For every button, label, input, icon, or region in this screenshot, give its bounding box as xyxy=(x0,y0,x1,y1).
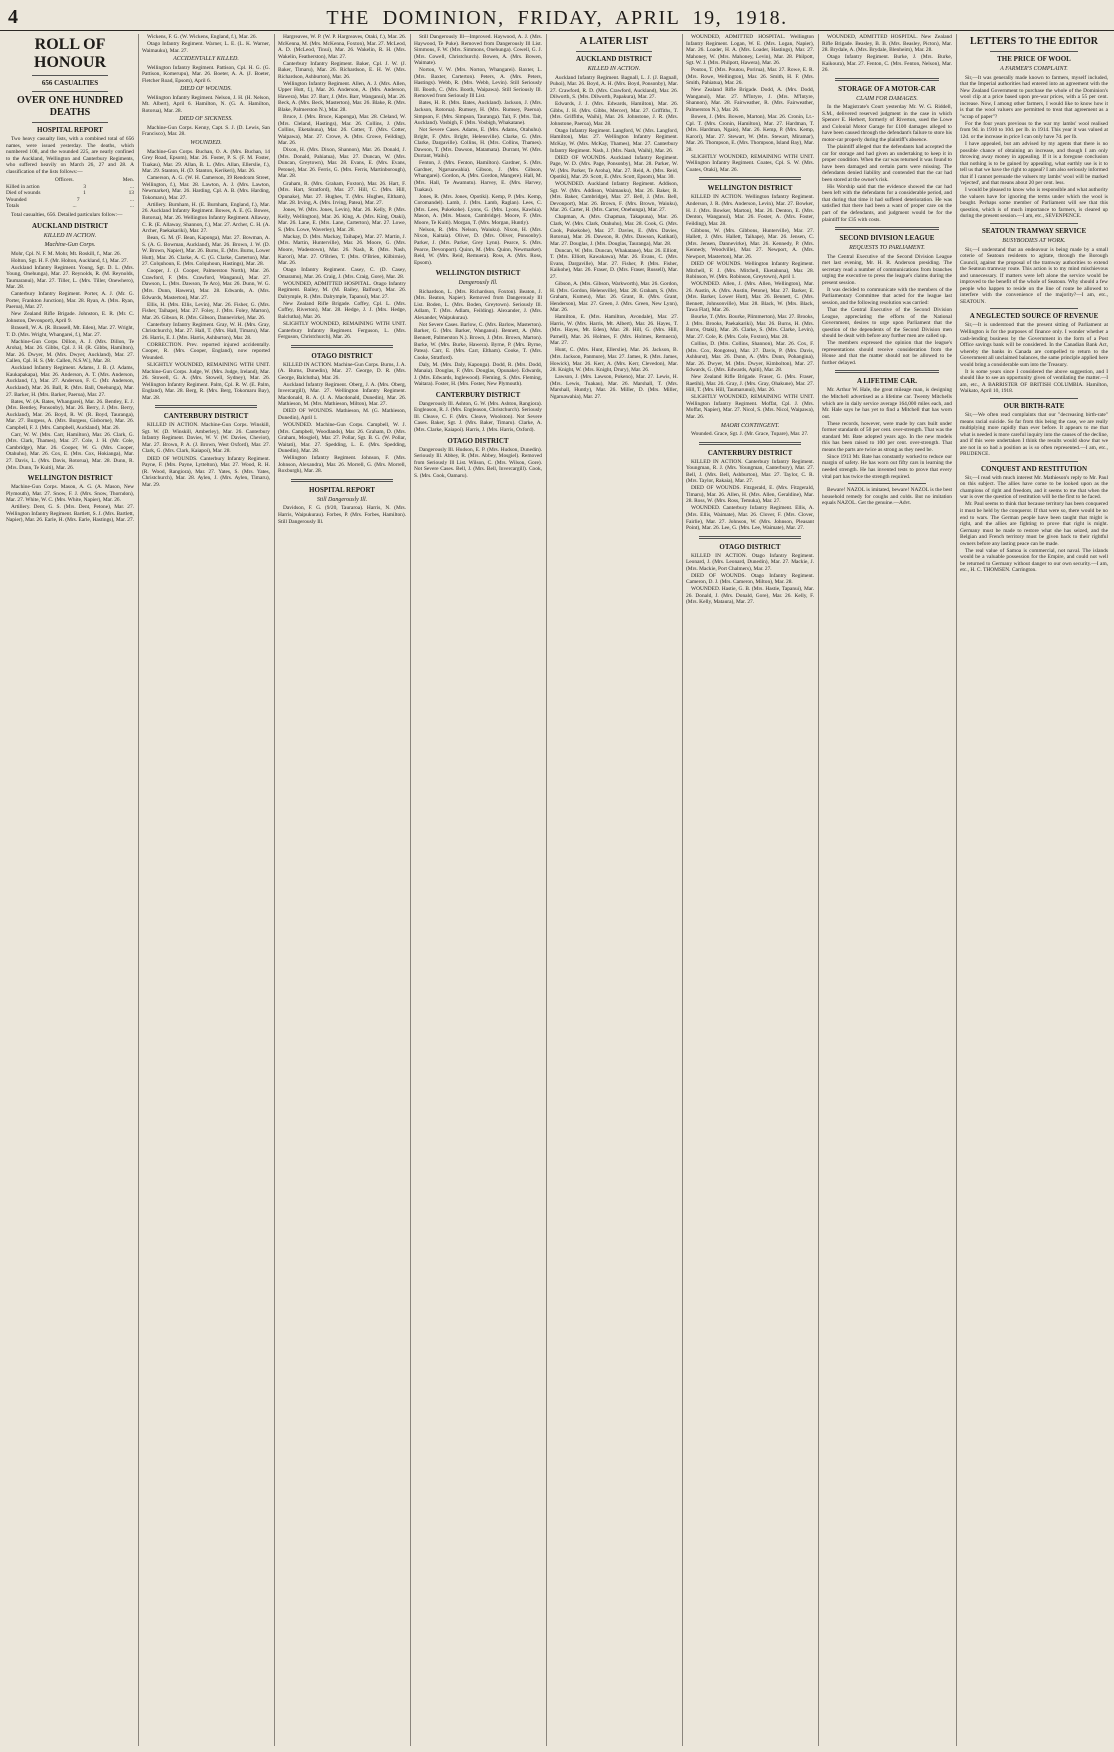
hospital-entry: Jones, R. (Mrs. Jones, Opotiki). Kemp, P. (Mrs. Kemp, Coromandel). Lamb, J. (Mrs. Lamb, Raglan). Lees, C. (Mrs. Lees, Pukekohe). Lyons, G. (Mrs. Lyons, Kawhia). Mason, A. (Mrs. Mason, Cambridge). Moore, F. (Mrs. Moore, Te Kuiti). Morgan, T. (Mrs. Morgan, Huntly). xyxy=(414,193,542,226)
column-3 xyxy=(278,34,406,1746)
letter-paragraph: Sir,—It was generally made known to farmers, myself included, that the Imperial authorities had entered into an agreement with the New Zealand Government to purchase the whole of the Dominion's wool clip at a price based upon pre-war prices, with a 55 per cent. increase. Now, I among other farmers, I would like to know how it is that the wool valuers are permitted to treat that agreement as a "scrap of paper"? xyxy=(960,74,1108,120)
divider xyxy=(835,227,939,230)
hospital-entry: Dangerously Ill. Ashton, G. W. (Mrs. Ashton, Rangiora). Engleason, R. J. (Mrs. Engleason, Christchurch). Seriously Ill. Cleave, C. F. (Mrs. Cleave, Woolston). Not Severe Cases. Baker, Sgt. J. (Mrs. Baker, Timaru). Clarke, A. (Mrs. Clarke, Kaiapoi). Harris, J. (Mrs. Harris, Oxford). xyxy=(414,400,542,434)
casualty-entry: Wounded. Grace, Sgt. J. (Mr. Grace, Tupare), Mar. 27. xyxy=(691,431,809,438)
casualty-entry: WOUNDED. Canterbury Infantry Regiment. Ellis, A. (Mrs. Ellis, Waimate), Mar. 26. Clover, F. (Mrs. Clover, Fairlie), Mar. 27. Johnson, W. (Mrs. Johnson, Pleasant Point), Mar. 26. Lee, G. (Mrs. Lee, Waimate), Mar. 27. xyxy=(686,505,814,532)
casualty-entry: Machine-Gun Corps. Dillon, A. J. (Mrs. Dillon, Te Aroha), Mar. 26. Gibbs, Cpl. J. H. (R. Gibbs, Hamilton), Mar. 26. Dwyer, M. (Mrs. Dwyer, Auckland), Mar. 27. Callen, Cpl. H. S. (Mr. Callen, N.S.W.), Mar. 28. xyxy=(6,338,134,365)
casualty-entry: DIED OF WOUNDS. Wellington Infantry Regiment. Mitchell, F. J. (Mrs. Mitchell, Eketahuna), Mar. 28. Robinson, W. (Mrs. Robinson, Greytown), April 1. xyxy=(686,260,814,281)
casualty-entry: Otago Infantry Regiment. Warner, L. E. (L. K. Warner, Waimauku), Mar. 27. xyxy=(142,41,270,54)
divider xyxy=(576,51,653,52)
article-paragraph: These records, however, were made by cars built under former standards of 50 per cent. over-strength. That was the standard Mr. Bate adopted years ago. In the new models this has been raised to 100 per cent. over-strength. That means the parts are twice as strong as they need be. xyxy=(822,420,952,453)
totals-line: Total casualties, 656. Detailed particulars follow:— xyxy=(11,212,123,219)
casualty-entry: Hargreaves, W. P. (W. P. Hargreaves, Otaki, f.), Mar. 26. McKenna, M. (Mrs. McKenna, Foxton), Mar. 27. McLeod, A. D. (McLeod, Tinui), Mar. 26. Wakelin, R. H. (Mrs. Wakelin, Featherston), Mar. 27. xyxy=(278,34,406,60)
casualty-entry: Ellis, H. (Mrs. Ellis, Levin), Mar. 26. Fisher, G. (Mrs. Fisher, Taihape), Mar. 27. Foley, J. (Mrs. Foley, Marton), Mar. 26. Gibson, R. (Mrs. Gibson, Dannevirke), Mar. 26. xyxy=(142,301,270,321)
column-4 xyxy=(414,34,542,1746)
casualty-entry: Wellington Infantry Regiment. Pattison, Cpl. H. G. (G. Pattison, Komerupu), Mar. 26. Boeter, A. A. (J. Boeter, Fletcher Road, Epsom), April 6. xyxy=(142,64,270,84)
casualty-entry: Gibson, A. (Mrs. Gibson, Warkworth), Mar. 26. Gordon, H. (Mrs. Gordon, Helensville), Mar. 28. Graham, S. (Mrs. Graham, Kumeu), Mar. 26. Grant, R. (Mrs. Grant, Henderson), Mar. 27. Green, J. (Mrs. Green, New Lynn), Mar. 26. xyxy=(550,280,678,314)
column-rule xyxy=(818,34,819,1746)
masthead xyxy=(0,4,1114,31)
summary-row: Wounded 7 ... xyxy=(6,196,134,203)
casualty-entry: KILLED IN ACTION. Machine-Gun Corps. Burns, J. A. (A. Burns, Dunedin), Mar. 27. George, D. R. (Mrs. George, Balclutha), Mar. 26. xyxy=(278,361,406,381)
divider xyxy=(699,442,801,445)
divider xyxy=(291,345,393,348)
casualty-entry: Wellington Infantry Regiment. Johnson, F. (Mrs. Johnson, Alexandra), Mar. 26. Morrell, G. (Mrs. Morrell, Roxburgh), Mar. 28. xyxy=(278,455,406,475)
article-headline: A LIFETIME CAR. xyxy=(856,377,918,386)
letter-paragraph: For the four years previous to the war my lambs' wool realised from 9d. in 1910 to 10d. per lb. in 1914. This year it was valued at 12d. or the increase in price I can only have 7d. per lb. xyxy=(960,120,1108,140)
casualty-entry: DIED OF WOUNDS. Fitzgerald, E. (Mrs. Fitzgerald, Timaru), Mar. 26. Allen, H. (Mrs. Allen, Geraldine), Mar. 28. Ross, W. (Mrs. Ross, Temuka), Mar. 27. xyxy=(686,485,814,505)
casualty-entry: Bruce, J. (Mrs. Bruce, Kaponga), Mar. 28. Cleland, W. (Mrs. Cleland, Hastings), Mar. 26. Collins, J. (Mrs. Collins, Eketahuna), Mar. 26. Cotter, T. (Mrs. Cotter, Waipawa), Mar. 27. Crowe, A. (Mrs. Crowe, Feilding), Mar. 26. xyxy=(278,114,406,147)
section-subheading: Machine-Gun Corps. xyxy=(44,242,96,249)
letter-headline: CONQUEST AND RESTITUTION xyxy=(980,464,1088,473)
casualty-entry: Otago Infantry Regiment. Langford, W. (Mrs. Langford, Hamilton), Mar. 27. Wellington Infantry Regiment. McKay, W. (Mrs. McKay, Thames), Mar. 27. Canterbury Infantry Regiment. Nash, J. (Mrs. Nash, Waihi), Mar. 26. xyxy=(550,127,678,154)
casualty-entry: Mackay, D. (Mrs. Mackay, Taihape), Mar. 27. Martin, J. (Mrs. Martin, Hunterville), Mar. 26. Moore, G. (Mrs. Moore, Wadestown), Mar. 26. Nash, R. (Mrs. Nash, Karori), Mar. 27. O'Brien, T. (Mrs. O'Brien, Kilbirnie), Mar. 26. xyxy=(278,233,406,267)
casualty-entry: Bean, G. M. (F. Bean, Kaponga), Mar. 27. Bowman, A. S. (A. G. Bowman, Auckland), Mar. 26. Brown, J. W. (D. W. Brown, Napier), Mar. 26. Burns, E. (Mrs. Burns, Lower Hutt), Mar. 26. Clarke, A. C. (G. Clarke, Carterton), Mar. 27. Colquhoun, E. (Mrs. Colquhoun, Hastings), Mar. 28. xyxy=(142,235,270,268)
divider xyxy=(835,370,939,373)
casualty-entry: New Zealand Rifle Brigade. Coffey, Cpl. L. (Mrs. Coffey, Riverton), Mar. 28. Hedge, J. J. (Mrs. Hedge, Balclutha), Mar. 26. xyxy=(278,300,406,320)
letter-paragraph: Mr. Paul seems to think that because territory has been conquered it must be held by the conqueror. If that were so, there would be no end to wars. The German people have been taught that might is right, and the allies are fighting to prove that right is might. Germany must be made to restore what she has seized, and the Belgian and French territory must be given back to their rightful owners before any lasting peace can be made. xyxy=(960,501,1108,547)
casualty-entry: Auckland Infantry Regiment. Oberg, J. A. (Mrs. Oberg, Invercargill), Mar. 27. Wellington Infantry Regiment. Macdonald, R. A. (J. A. Macdonald, Dunedin), Mar. 26. Mathieson, M. (Mrs. Mathieson, Milton), Mar. 27. xyxy=(278,381,406,408)
divider xyxy=(990,51,1079,52)
divider xyxy=(990,223,1079,224)
casualty-entry: WOUNDED, ADMITTED HOSPITAL. Otago Infantry Regiment. Bailey, M. (M. Bailey, Balfour), Mar. 26. Dalrymple, R. (Mrs. Dalrymple, Tapanui), Mar. 27. xyxy=(278,280,406,300)
article-paragraph: That the Central Executive of the Second Division League, appreciating the efforts of the National Government, desires to urge upon Parliament that the question of the dependents of the Second Division men should be dealt with before any further men are called up. xyxy=(822,307,952,340)
casualty-entry: WOUNDED. Auckland Infantry Regiment. Addison, Sgt. W. (Mrs. Addison, Waimauku), Mar. 26. Baker, R. (Mrs. Baker, Cambridge), Mar. 27. Bell, J. (Mrs. Bell, Devonport), Mar. 26. Brown, F. (Mrs. Brown, Waiuku), Mar. 26. Carter, H. (Mrs. Carter, Onehunga), Mar. 27. xyxy=(550,181,678,214)
casualty-entry: WOUNDED. Machine-Gun Corps. Campbell, W. J. (Mrs. Campbell, Woodlands), Mar. 26. Graham, D. (Mrs. Graham, Mosgiel), Mar. 27. Pollar, Sgt. B. G. (W. Pollar, Waitati), Mar. 27. Spedding, L. E. (Mrs. Spedding, Dunedin), Mar. 28. xyxy=(278,422,406,455)
divider xyxy=(990,398,1079,399)
hospital-entry: Daly, M. (Mrs. Daly, Kaponga). Dodd, R. (Mrs. Dodd, Manaia). Douglas, F. (Mrs. Douglas, Opunake). Edwards, J. (Mrs. Edwards, Inglewood). Fleming, S. (Mrs. Fleming, Waitara). Foster, H. (Mrs. Foster, New Plymouth). xyxy=(414,361,542,388)
summary-row: Totals ... ... xyxy=(6,203,134,210)
casualty-entry: CORRECTION. Prev. reported injured accidentally. Cooper, R. (Mrs. Cooper, England), now reported Wounded. xyxy=(142,341,270,361)
article-paragraph: In the Magistrate's Court yesterday Mr. W. G. Riddell, S.M., delivered reserved judgment in the case in which Spencer E. Herbert, formerly of Riverton, sued the Lowe and Colonial Motor Garage for £100 damages alleged to have been caused through the defendant's failure to store his motor-car properly during the plaintiff's absence. xyxy=(822,104,952,144)
hospital-report-heading: HOSPITAL REPORT xyxy=(309,485,375,494)
section-subheading: Still Dangerously Ill. xyxy=(316,496,368,503)
column-rule xyxy=(682,34,683,1746)
casualty-entry: Carr, W. W. (Mrs. Carr, Hamilton), Mar. 26. Clark, G. (Mrs. Clark, Thames), Mar. 27. Cole, J. H. (Mr. Cole, Cambridge), Mar. 26. Cooper, W. G. (Mrs. Cooper, Otahuhu), Mar. 26. Cox, E. (Mrs. Cox, Hokianga), Mar. 27. Davis, L. (Mrs. Davis, Rotorua), Mar. 28. Dunn, R. (Mrs. Dunn, Te Kuiti), Mar. 26. xyxy=(6,431,134,471)
letter-subheading: A FARMER'S COMPLAINT. xyxy=(1000,66,1068,72)
casualty-entry: Canterbury Infantry Regiment. Porter, A. J. (Mr. G. Porter, Frankton Junction), Mar. 28. Ryan, A. (Mrs. Ryan, Paeroa), Mar. 27. xyxy=(6,291,134,311)
article-headline: STORAGE OF A MOTOR-CAR xyxy=(838,84,936,93)
letter-paragraph: Sir,—It is understood that the present sitting of Parliament at Wellington is for the purposes of finance only. I wonder whether a cash-lending business by the Government in the form of a Post Office savings bank will be considered. In the Canadian Bank Act, whereby the banks in Canada are compelled to return to the Government all unclaimed balances, the same principle applied here would bring a considerable sum into the Treasury. xyxy=(960,322,1108,368)
article-subheading: CLAIM FOR DAMAGES. xyxy=(856,95,918,102)
casualty-entry: Collins, D. (Mrs. Collins, Shannon), Mar. 26. Cox, F. (Mrs. Cox, Rongotea), Mar. 27. Davis, P. (Mrs. Davis, Ashhurst), Mar. 26. Dunn, A. (Mrs. Dunn, Pohangina), Mar. 26. Dwyer, M. (Mrs. Dwyer, Kimbolton), Mar. 27. Edwards, G. (Mrs. Edwards, Apiti), Mar. 28. xyxy=(686,341,814,374)
casualty-entry: Auckland Infantry Regiment. Young, Sgt. D. L. (Mrs. Young, Onehunga), Mar. 27. Reynolds, R. (M. Reynolds, Taumaranui), Mar. 27. Tiller, L. (Mrs. Tiller, Onewhero), Mar. 28. xyxy=(6,264,134,291)
casualty-entry: KILLED IN ACTION. Wellington Infantry Regiment. Anderson, J. R. (Mrs. Anderson, Levin), Mar. 27. Bowker, H. J. (Mrs. Bowker, Marton), Mar. 26. Denton, E. (Mrs. Denton, Wanganui), Mar. 26. Foster, A. (Mrs. Foster, Feilding), Mar. 28. xyxy=(686,194,814,227)
hospital-entry: Davidson, F. G. (9/20, Tauraroa). Harris, N. (Mrs. Harris, Waipukurau). Forbes, P. (Mrs. Forbes, Hamilton). Still Dangerously Ill. xyxy=(278,505,406,525)
casualty-entry: Machine-Gun Corps. Mason, A. G. (A. Mason, New Plymouth), Mar. 27. Snow, F. J. (Mrs. Snow, Thorndon), Mar. 27. White, W. C. (Mrs. White, Napier), Mar. 26. xyxy=(6,484,134,504)
divider xyxy=(990,461,1079,462)
newspaper-title: THE DOMINION, FRIDAY, APRIL 19, 1918. xyxy=(326,7,788,29)
casualty-entry: Bates, W. (A. Bates, Whangarei), Mar. 26. Bentley, E. J. (Mrs. Bentley, Ponsonby), Mar. 26. Berry, J. (Mrs. Berry, Auckland), Mar. 26. Boyd, R. W. (R. Boyd, Tauranga), Mar. 27. Burgess, A. (Mrs. Burgess, Gisborne), Mar. 26. Campbell, F. J. (Mrs. Campbell, Auckland), Mar. 26. xyxy=(6,398,134,431)
advertisement-text: Beware! NAZOL is imitated, beware! NAZOL is the best household remedy for coughs and colds. But no imitation equals NAZOL. Get the genuine.—Advt. xyxy=(822,487,952,507)
casualty-entry: Artillery. Dent, G. S. (Mrs. Dent, Petone), Mar. 27. Wellington Infantry Regiment. Bartlett, S. J. (Mrs. Bartlett, Napier), Mar. 26. Earle, H. (Mrs. Earle, Hastings), Mar. 27. xyxy=(6,504,134,524)
casualty-entry: Gibbons, W. (Mrs. Gibbons, Hunterville), Mar. 27. Hallett, J. (Mrs. Hallett, Taihape), Mar. 26. Jensen, C. (Mrs. Jensen, Dannevirke), Mar. 26. Kennedy, P. (Mrs. Kennedy, Woodville), Mar. 27. Newport, A. (Mrs. Newport, Masterton), Mar. 26. xyxy=(686,227,814,260)
hospital-entry: Fenton, J. (Mrs. Fenton, Hamilton). Gardner, S. (Mrs. Gardner, Ngaruawahia). Gibson, J. (Mrs. Gibson, Whangarei). Gordon, A. (Mrs. Gordon, Mangere). Hall, M. (Mrs. Hall, Te Awamutu). Harvey, E. (Mrs. Harvey, Tuakau). xyxy=(414,160,542,193)
casualty-entry: Cooper, J. (J. Cooper, Palmerston North), Mar. 26. Crawford, F. (Mrs. Crawford, Wanganui), Mar. 27. Dawson, L. (Mrs. Dawson, Te Aro), Mar. 26. Dunn, W. G. (Mrs. Dunn, Hawera), Mar. 28. Edwards, A. (Mrs. Edwards, Masterton), Mar. 27. xyxy=(142,268,270,301)
summary-header-row: Officers. Men. xyxy=(54,177,134,184)
letter-paragraph: It is some years since I considered the above suggestion, and I should like to see an opportunity given of ventilating the matter.—I am, etc., A BARRISTER OF BRITISH COLUMBIA. Hamilton, Waikato, April 10, 1918. xyxy=(960,368,1108,395)
district-heading: AUCKLAND DISTRICT xyxy=(575,55,653,63)
casualty-entry: DIED OF WOUNDS. Otago Infantry Regiment. Cameron, D. J. (Mrs. Cameron, Milton), Mar. 28. xyxy=(686,572,814,586)
casualty-entry: Poutou, T. (Mrs. Poutou, Porirua), Mar. 27. Rowe, E. R. (Mrs. Rowe, Wellington), Mar. 26. Smith, H. F. (Mrs. Smith, Pahiatua), Mar. 26. xyxy=(686,67,814,87)
casualty-entry: Bowen, J. (Mrs. Bowen, Marton), Mar. 26. Cronin, Lt.-Cpl. T. (Mrs. Cronin, Hamilton), Mar. 27. Hardman, T. (Mrs. Hardman, Ngaio), Mar. 26. Kemp, P. (Mrs. Kemp, Karori), Mar. 27. Stewart, W. (Mrs. Stewart, Miramar), Mar. 26. Thompson, E. (Mrs. Thompson, Island Bay), Mar. 28. xyxy=(686,114,814,153)
casualty-entry: New Zealand Rifle Brigade. Fraser, G. (Mrs. Fraser, Raetihi), Mar. 26. Gray, J. (Mrs. Gray, Ohakune), Mar. 27. Hill, T. (Mrs. Hill, Taumarunui), Mar. 26. xyxy=(686,374,814,394)
casualty-summary-table xyxy=(6,177,134,210)
casualty-entry: New Zealand Rifle Brigade. Johnston, E. R. (Mr. C. Johnston, Devonport), April 9. xyxy=(6,311,134,325)
casualty-entry: New Zealand Rifle Brigade. Dodd, A. (Mrs. Dodd, Wanganui), Mar. 27. M'Intyre, J. (Mrs. M'Intyre, Shannon), Mar. 28. Fairweather, R. (Mrs. Fairweather, Palmerston N.), Mar. 26. xyxy=(686,87,814,114)
divider xyxy=(32,122,109,123)
casualty-entry: Wickens, F. G. (W. Wickens, England, f.), Mar. 26. xyxy=(147,34,257,40)
hospital-entry: Dangerously Ill. Hudson, E. P. (Mrs. Hudson, Dunedin). Seriously Ill. Abbey, R. (Mrs. Abbey, Mosgiel). Removed from Seriously Ill List. Wilson, C. (Mrs. Wilson, Gore). Not Severe Cases. Bell, J. (Mrs. Bell, Invercargill). Cook, S. (Mrs. Cook, Oamaru). xyxy=(414,446,542,479)
casualty-entry: Brassell, W. A. (R. Brassell, Mt. Eden), Mar. 27. Wright, T. D. (Mrs. Wright, Whangarei, f.), Mar. 27. xyxy=(6,325,134,338)
column-1 xyxy=(6,34,134,1746)
casualty-entry: Auckland Infantry Regiment. Bagnall, L. J. (J. Bagnall, Puhoi), Mar. 26. Boyd, A. H. (Mrs. Boyd, Ponsonby), Mar. 27. Crawford, R. D. (Mrs. Crawford, Auckland), Mar. 26. Dilworth, S. (Mrs. Dilworth, Papakura), Mar. 27. xyxy=(550,74,678,101)
district-heading: WELLINGTON DISTRICT xyxy=(707,184,793,193)
letter-paragraph: Sir,—We often read complaints that our "decreasing birth-rate" means racial suicide. So far from this being the case, we are really multiplying more rapidly than ever before. It appears to me that what is needed is more careful inquiry into the causes of the decline, and if this were undertaken I think the results would show that we are not in so bad a position as is so often represented.—I am, etc., PRUDENCE. xyxy=(960,411,1108,458)
casualty-entry: Lawson, J. (Mrs. Lawson, Pokeno), Mar. 27. Lewis, H. (Mrs. Lewis, Tuakau), Mar. 26. Marshall, T. (Mrs. Marshall, Huntly), Mar. 26. Miller, D. (Mrs. Miller, Ngaruawahia), Mar. 27. xyxy=(550,374,678,400)
casualties-subheading: 656 CASUALTIES xyxy=(41,79,99,87)
casualty-entry: DIED OF WOUNDS. Mathieson, M. (G. Mathieson, Dunedin), April 1. xyxy=(278,408,406,422)
district-heading: WELLINGTON DISTRICT xyxy=(435,269,521,278)
letter-headline: SEATOUN TRAMWAY SERVICE xyxy=(981,227,1087,236)
divider xyxy=(699,536,801,539)
casualty-entry: Artillery. Burnham, H. (E. Burnham, England, f.), Mar. 26. Auckland Infantry Regiment. Bowes, A. E. (G. Bowes, Rotorua), Mar. 26. Wellington Infantry Regiment. Allaway, C. R. (E. Allaway, Shannon, f.), Mar. 27. Archer, C. H. (A. Archer, Paekakariki), Mar. 27. xyxy=(142,201,270,235)
column-rule xyxy=(546,34,547,1746)
district-heading: CANTERBURY DISTRICT xyxy=(435,390,521,399)
casualty-entry: WOUNDED. Allen, J. (Mrs. Allen, Wellington), Mar. 26. Austin, A. (Mrs. Austin, Petone), Mar. 27. Barker, E. (Mrs. Barker, Lower Hutt), Mar. 26. Bennett, C. (Mrs. Bennett, Johnsonville), Mar. 28. Black, W. (Mrs. Black, Tawa Flat), Mar. 26. xyxy=(686,281,814,314)
casualty-entry: Wellington Infantry Regiment. Allen, A. J. (Mrs. Allen, Upper Hutt, f.), Mar. 26. Anderson, A. (Mrs. Anderson, Hawera), Mar. 27. Barr, J. (Mrs. Barr, Wanganui), Mar. 26. Beck, A. (Mrs. Beck, Masterton), Mar. 26. Blake, R. (Mrs. Blake, Palmerston N.), Mar. 28. xyxy=(278,80,406,114)
casualty-entry: Canterbury Infantry Regiment. Gray, W. H. (Mrs. Gray, Christchurch), Mar. 27. Hall, T. (Mrs. Hall, Timaru), Mar. 26. Harris, E. J. (Mrs. Harris, Ashburton), Mar. 28. xyxy=(142,321,270,341)
divider xyxy=(155,405,257,408)
article-paragraph: Mr. Arthur W. Hale, the great mileage man, is designing the Mitchell advertised as a lifetime car. Twenty Mitchells which are in daily service average 164,000 miles each, and Mr. Hale says he has yet to find a Mitchell that has worn out. xyxy=(822,387,952,420)
article-paragraph: His Worship said that the evidence showed the car had been left with the defendants for a considerable period, and that during that time it had suffered deterioration. He was satisfied that there had been a want of proper care on the part of the defendants, and judgment would be for the plaintiff for £35 with costs. xyxy=(822,183,952,223)
divider xyxy=(990,308,1079,309)
section-subheading: KILLED IN ACTION. xyxy=(43,232,97,239)
divider xyxy=(32,91,109,92)
column-rule xyxy=(274,34,275,1746)
casualty-entry: KILLED IN ACTION. Otago Infantry Regiment. Leonard, J. (Mrs. Leonard, Dunedin), Mar. 27. Mackie, J. (Mrs. Mackie, Port Chalmers), Mar. 27. xyxy=(686,552,814,572)
letter-headline: OUR BIRTH-RATE xyxy=(1003,401,1065,410)
article-headline: SECOND DIVISION LEAGUE xyxy=(839,234,935,243)
casualty-entry: Holton, Sgt. H. F. (Mr. Holton, Auckland, f.), Mar. 27. xyxy=(11,257,128,264)
casualty-entry: Hamilton, E. (Mrs. Hamilton, Avondale), Mar. 27. Harris, W. (Mrs. Harris, Mt. Albert), Mar. 26. Hayes, T. (Mrs. Hayes, Mt. Eden), Mar. 28. Hill, G. (Mrs. Hill, Parnell), Mar. 26. Holmes, F. (Mrs. Holmes, Remuera), Mar. 27. xyxy=(550,314,678,347)
casualty-entry: WOUNDED, ADMITTED HOSPITAL. New Zealand Rifle Brigade. Beasley, B. B. (Mrs. Beasley, Picton), Mar. 28. Brydale, A. (Mrs. Brydale, Blenheim), Mar. 28. xyxy=(822,34,952,54)
section-subheading: Dangerously Ill. xyxy=(458,280,498,287)
letter-headline: THE PRICE OF WOOL xyxy=(997,55,1071,63)
casualty-entry: Auckland Infantry Regiment. Adams, J. B. (J. Adams, Kaukapakapa), Mar. 26. Anderson, A. T. (Mrs. Anderson, Auckland, f.), Mar. 27. Anderson, F. C. (Mr. Anderson, Auckland), Mar. 26. Ball, R. (Mrs. Ball, Onehunga), Mar. 27. Barker, H. (Mrs. Barker, Paeroa), Mar. 27. xyxy=(6,365,134,398)
casualty-entry: Otago Infantry Regiment. Burke, J. (Mrs. Burke, Kaikoura), Mar. 27. Fenton, C. (Mrs. Fenton, Nelson), Mar. 26. xyxy=(822,54,952,74)
intro-paragraph: Two heavy casualty lists, with a combined total of 656 names, were issued yesterday. The deaths, which numbered 108, and the wounded 225, are nearly confined to the Auckland, Wellington and Canterbury Regiments, who suffered heavily on March 26, 27 and 28. A classification of the lists follows:— xyxy=(6,136,134,175)
letter-paragraph: Sir,—I understand that an endeavour is being made by a small coterie of Seatoun residents to agitate, through the Borough Council, against the proposal of the tramway authorities to extend the Seatoun tramway route. This action is to my mind mischievous and unnecessary. If matters were left alone the service would be improved to the benefit of the whole of Seatoun. Why should a few people who happen to reside on the line of route be allowed to interfere with the convenience of the majority?—I am, etc., SEATOUN. xyxy=(960,246,1108,305)
casualty-entry: Machine-Gun Corps. Kenny, Capt. S. J. (D. Lewis, San Francisco), Mar. 28. xyxy=(142,124,270,138)
deaths-heading: OVER ONE HUNDRED DEATHS xyxy=(16,95,124,118)
article-paragraph: Since 1913 Mr. Bate has constantly worked to reduce our margin of safety. He has worn out fifty cars in learning the needed strength. He has invented tests to prove that every vital part has twice the strength required. xyxy=(822,453,952,480)
casualty-entry: Hunt, C. (Mrs. Hunt, Ellerslie), Mar. 26. Jackson, B. (Mrs. Jackson, Panmure), Mar. 27. James, R. (Mrs. James, Howick), Mar. 26. Kerr, A. (Mrs. Kerr, Clevedon), Mar. 28. Knight, W. (Mrs. Knight, Drury), Mar. 26. xyxy=(550,347,678,374)
column-5 xyxy=(550,34,678,1746)
section-subheading: WOUNDED. xyxy=(190,140,222,147)
letter-subheading: BUSYBODIES AT WORK. xyxy=(1002,238,1066,245)
divider xyxy=(835,78,939,81)
section-subheading: DIED OF SICKNESS. xyxy=(179,116,233,123)
casualty-entry: Dixon, H. (Mrs. Dixon, Shannon), Mar. 26. Donald, J. (Mrs. Donald, Pahiatua), Mar. 27. Duncan, W. (Mrs. Duncan, Greytown), Mar. 28. Evans, E. (Mrs. Evans, Petone), Mar. 26. Ferris, G. (Mrs. Ferris, Martinborough), Mar. 28. xyxy=(278,147,406,180)
casualty-entry: KILLED IN ACTION. Machine-Gun Corps. Winskill, Sgt. W. (D. Winskill, Amberley), Mar. 26. Canterbury Infantry Regiment. Davies, W. V. (W. Davies, Cheviot), Mar. 27. Brown, P. A. (J. Brown, West Oxford), Mar. 27. Clark, G. (Mrs. Clark, Kaiapoi), Mar. 28. xyxy=(142,422,270,455)
section-subheading: KILLED IN ACTION. xyxy=(587,66,641,72)
column-2 xyxy=(142,34,270,1746)
section-subheading: MAORI CONTINGENT. xyxy=(720,422,780,429)
district-heading: WELLINGTON DISTRICT xyxy=(27,474,113,483)
hospital-entry: Norton, V. W. (Mrs. Norton, Whangarei). Baxter, L. (Mrs. Baxter, Carterton). Peters, A. (Mrs. Peters, Hastings). Webb, R. (Mrs. Webb, Levin). Still Seriously Ill. Booth, C. (Mrs. Booth, Waipawa). Still Seriously Ill. Removed from Seriously Ill List. xyxy=(414,67,542,100)
hospital-entry: Bates, H. R. (Mrs. Bates, Auckland). Jackson, J. (Mrs. Jackson, Rotorua). Rumsey, H. (Mrs. Rumsey, Paeroa). Simpson, F. (Mrs. Simpson, Tauranga). Tait, F. (Mrs. Tait, Auckland). Vosbigh, F. (Mrs. Vosbigh, Whakatane). xyxy=(414,100,542,127)
letter-paragraph: The real value of Samoa is commercial, not naval. The islands would be a valuable possession for the Empire, and could not well be returned to Germany without danger to our own security.—I am, etc., H. C. THOMSEN. Carrington. xyxy=(960,547,1108,574)
casualty-entry: Otago Infantry Regiment. Casey, C. (D. Casey, Omaramu), Mar. 26. Craig, J. (Mrs. Craig, Gore), Mar. 28. xyxy=(278,267,406,280)
casualty-entry: Edwards, J. J. (Mrs. Edwards, Hamilton), Mar. 26. Gibbs, J. H. (Mrs. Gibbs, Mercer), Mar. 27. Griffiths, T. (Mrs. Griffiths, Waihi), Mar. 26. Johnstone, J. R. (Mrs. Johnstone, Paeroa), Mar. 28. xyxy=(550,101,678,127)
column-rule xyxy=(956,34,957,1746)
letter-paragraph: I have appealed, but am advised by my agents that there is no possible chance of obtaining an increase, and though I am only throwing away money in appealing. If it is a foregone conclusion that nothing is to be gained by appealing, what earthly use is it to tell us that we have the right to appeal? I am also seriously informed that if I cannot persuade the valuers my lambs' wool will be marked 'rejected', and that means about 20 per cent. less. xyxy=(960,140,1108,187)
divider xyxy=(699,177,801,180)
letter-paragraph: Sir,—I read with much interest Mr. Mathieson's reply to Mr. Paul on this subject. The allies have come to be looked upon as the champions of right and freedom, and it seems to me that when the war is over the question of restitution will be the first to be faced. xyxy=(960,474,1108,501)
summary-row: Died of wounds 1 13 xyxy=(6,190,134,197)
page-number: 4 xyxy=(8,6,18,28)
hospital-entry: Not Severe Cases. Barlow, C. (Mrs. Barlow, Masterton). Barker, G. (Mrs. Barker, Wanganui). Bennett, A. (Mrs. Bennett, Palmerston N.). Brown, J. (Mrs. Brown, Marton). Burke, W. (Mrs. Burke, Hawera). Byrne, P. (Mrs. Byrne, Patea). Carr, E. (Mrs. Carr, Eltham). Cooke, T. (Mrs. Cooke, Stratford). xyxy=(414,321,542,361)
casualty-entry: Graham, R. (Mrs. Graham, Foxton), Mar. 26. Hart, F. (Mrs. Hart, Stratford), Mar. 27. Hill, C. (Mrs. Hill, Opunake), Mar. 27. Hughes, T. (Mrs. Hughes, Eltham), Mar. 28. Irving, A. (Mrs. Irving, Patea), Mar. 27. xyxy=(278,180,406,207)
casualty-entry: Machine-Gun Corps. Buchan, O. A. (Mrs. Buchan, 14 Grey Road, Epsom), Mar. 26. Foster, P. S. (F. M. Foster, Tuakau), Mar. 29. Allan, B. L. (Mrs. Allan, Ellerslie, f.), Mar. 29. Stanton, H. (D. Stanton, Kerikeri), Mar. 26. xyxy=(142,148,270,175)
column-8 xyxy=(960,34,1108,1746)
casualty-entry: Bourke, T. (Mrs. Bourke, Plimmerton), Mar. 27. Brooks, J. (Mrs. Brooks, Paekakariki), Mar. 26. Burns, H. (Mrs. Burns, Otaki), Mar. 26. Clarke, S. (Mrs. Clarke, Levin), Mar. 27. Cole, R. (Mrs. Cole, Foxton), Mar. 28. xyxy=(686,314,814,340)
district-heading: CANTERBURY DISTRICT xyxy=(163,412,249,421)
article-paragraph: The members expressed the opinion that the league's representations should receive consideration from the House and that the matter should not be allowed to be further delayed. xyxy=(822,340,952,366)
casualty-entry: Canterbury Infantry Regiment. Baker, Cpl. J. W. (J. Baker, Timaru), Mar. 26. Richardson, E. H. W. (Mrs. Richardson, Ashburton), Mar. 26. xyxy=(278,60,406,80)
section-subheading: ACCIDENTALLY KILLED. xyxy=(173,56,239,63)
casualty-entry: SLIGHTLY WOUNDED, REMAINING WITH UNIT. Machine-Gun Corps. Judge, W. (Mrs. Judge, Ireland), Mar. 26. Stowell, G. A. (Mrs. Stowell, Sydney), Mar. 26. Wellington Infantry Regiment. Palm, Cpl. R. W. (E. Palm, England), Mar. 28. Berg, R. (Mrs. Berg, Tokomaru Bay), Mar. 28. xyxy=(142,362,270,401)
district-heading: OTAGO DISTRICT xyxy=(447,436,509,445)
hospital-entry: Still Dangerously Ill—Improved. Haywood, A. J. (Mrs. Haywood, Te Puke). Removed from Dangerously Ill List. Simmons, F. W. (Mrs. Simmons, Onehunga). Cowell, G. J. (Mrs. Cowell, Christchurch). Bowen, A. (Mrs. Bowen, Waimate). xyxy=(414,34,542,67)
column-6 xyxy=(686,34,814,1746)
district-heading: OTAGO DISTRICT xyxy=(311,351,373,360)
casualty-entry: Chapman, A. (Mrs. Chapman, Takapuna), Mar. 26. Clark, W. (Mrs. Clark, Otahuhu), Mar. 28. Cook, G. (Mrs. Cook, Pukekohe), Mar. 27. Davies, E. (Mrs. Davies, Rotorua), Mar. 26. Dawson, R. (Mrs. Dawson, Katikati), Mar. 27. Douglas, J. (Mrs. Douglas, Tauranga), Mar. 28. xyxy=(550,214,678,247)
letter-paragraph: I would be pleased to know who is responsible and what authority the valuers have for ignoring the terms under which the wool is bought. Perhaps some member of Parliament will see that this question, which is of much importance to farmers, is cleared up during the present session.—I am, etc., SEVENPENCE. xyxy=(960,187,1108,220)
district-heading: OTAGO DISTRICT xyxy=(719,542,781,551)
later-list-heading: A LATER LIST xyxy=(579,36,649,47)
section-subheading: DIED OF WOUNDS. xyxy=(180,86,232,93)
article-paragraph: The plaintiff alleged that the defendants had accepted the car for storage and had given an undertaking to keep it in proper condition. When the car was returned it was found to have been damaged and certain parts were missing. The defendants denied liability and contended that the car had been stored at the owner's risk. xyxy=(822,144,952,183)
district-heading: AUCKLAND DISTRICT xyxy=(31,221,109,230)
summary-row: Killed in action 3 ... xyxy=(6,183,134,190)
casualty-entry: Camerson, A. G. (W. H. Camerson, 39 Rendcom Street, Wellington, f.), Mar. 28. Lawton, A. J. (Mrs. Lawton, Newmarket), Mar. 26. Harding, Cpl. A. B. (Mrs. Harding, Tokomaru), Mar. 27. xyxy=(142,175,270,201)
divider xyxy=(848,483,926,484)
article-paragraph: The Central Executive of the Second Division League met last evening, Mr. H. R. Anderson presiding. The secretary read a number of communications from branches urging the executive to press the league's claims during the present session. xyxy=(822,253,952,286)
casualty-entry: SLIGHTLY WOUNDED, REMAINING WITH UNIT. Wellington Infantry Regiment. Coates, Cpl. S. W. (Mrs. Coates, Otaki), Mar. 26. xyxy=(686,153,814,173)
roll-of-honour-heading: ROLL OF HONOUR xyxy=(34,36,106,71)
article-paragraph: It was decided to communicate with the members of the Parliamentary Committee that acted for the league last session, and the following resolution was carried: xyxy=(822,286,952,306)
column-7 xyxy=(822,34,952,1746)
column-rule xyxy=(138,34,139,1746)
letters-heading: LETTERS TO THE EDITOR xyxy=(970,36,1098,47)
casualty-entry: DIED OF WOUNDS. Auckland Infantry Regiment. Page, W. D. (Mrs. Page, Ponsonby), Mar. 28. Parker, W. W. (Mrs. Parker, Te Aroha), Mar. 27. Reid, A. (Mrs. Reid, Opotiki), Mar. 29. Scott, E. (Mrs. Scott, Epsom), Mar. 30. xyxy=(550,154,678,181)
letter-headline: A NEGLECTED SOURCE OF REVENUE xyxy=(969,312,1099,321)
casualty-entry: WOUNDED. Hastie, G. B. (Mrs. Hastie, Tapanui), Mar. 26. Donald, J. (Mrs. Donald, Gore), Mar. 26. Kelly, F. (Mrs. Kelly, Mataura), Mar. 27. xyxy=(686,586,814,606)
hospital-entry: Nelson, R. (Mrs. Nelson, Waiuku). Nixon, H. (Mrs. Nixon, Kaitaia). Oliver, D. (Mrs. Oliver, Ponsonby). Parker, J. (Mrs. Parker, Grey Lynn). Pearce, S. (Mrs. Pearce, Devonport). Quinn, M. (Mrs. Quinn, Newmarket). Reid, W. (Mrs. Reid, Remuera). Ross, A. (Mrs. Ross, Epsom). xyxy=(414,226,542,266)
hospital-entry: Not Severe Cases. Adams, E. (Mrs. Adams, Otahuhu). Bright, F. (Mrs. Bright, Helensville). Clarke, G. (Mrs. Clarke, Dargaville). Collins, H. (Mrs. Collins, Thames). Dawson, T. (Mrs. Dawson, Matamata). Durrant, W. (Mrs. Durrant, Waihi). xyxy=(414,127,542,160)
column-rule xyxy=(410,34,411,1746)
casualty-entry: DIED OF WOUNDS. Canterbury Infantry Regiment. Payne, F. (Mrs. Payne, Lyttelton), Mar. 27. Wood, R. H. (R. Wood, Rangiora), Mar. 27. Yates, S. (Mrs. Yates, Christchurch), Mar. 28. Aylen, J. (Mrs. Aylen, Timaru), Mar. 29. xyxy=(142,455,270,488)
hospital-entry: Richardson, L. (Mrs. Richardson, Foxton). Beaton, J. (Mrs. Beaton, Napier). Removed from Dangerously Ill List. Boden, L. (Mrs. Boden, Greytown). Seriously Ill. Adlam, T. (Mrs. Adlam, Feilding). Alexander, J. (Mrs. Alexander, Waipukurau). xyxy=(414,288,542,321)
district-heading: CANTERBURY DISTRICT xyxy=(707,448,793,457)
divider xyxy=(291,479,393,482)
casualty-entry: Duncan, W. (Mrs. Duncan, Whakatane), Mar. 26. Elliott, T. (Mrs. Elliott, Kawakawa), Mar. 26. Evans, C. (Mrs. Evans, Dargaville), Mar. 27. Fisher, P. (Mrs. Fisher, Kaikohe), Mar. 26. Fraser, D. (Mrs. Fraser, Russell), Mar. 27. xyxy=(550,247,678,280)
casualty-entry: Mohr, Cpl. N. F. M. Mohr, Mt. Roskill, f., Mar. 26. xyxy=(11,250,121,257)
casualty-entry: Jones, W. (Mrs. Jones, Levin), Mar. 26. Kelly, P. (Mrs. Kelly, Wellington), Mar. 26. King, A. (Mrs. King, Otaki), Mar. 26. Lane, E. (Mrs. Lane, Carterton), Mar. 27. Lowe, S. (Mrs. Lowe, Waverley), Mar. 28. xyxy=(278,207,406,233)
casualty-entry: Wellington Infantry Regiment. Nelson, J. H. (H. Nelson, Mt. Albert), April 6. Hamilton, N. (G. A. Hamilton, Rotorua), Mar. 28. xyxy=(142,94,270,114)
casualty-entry: SLIGHTLY WOUNDED, REMAINING WITH UNIT. Canterbury Infantry Regiment. Ferguson, L. (Mrs. Ferguson, Christchurch), Mar. 26. xyxy=(278,321,406,341)
casualty-entry: WOUNDED, ADMITTED HOSPITAL. Wellington Infantry Regiment. Logan, W. E. (Mrs. Logan, Napier), Mar. 26. Loader, H. A. (Mrs. Loader, Hastings), Mar. 27. Mahoney, W. (Mrs. Mahoney, Levin), Mar. 28. Philpott, Sgt. W. J. (Mrs. Philpott, Hawera), Mar. 26. xyxy=(686,34,814,67)
hospital-report-heading: HOSPITAL REPORT xyxy=(37,126,103,134)
divider xyxy=(32,75,109,76)
casualty-entry: KILLED IN ACTION. Canterbury Infantry Regiment. Youngman, R. J. (Mrs. Youngman, Canterbury), Mar. 27. Bell, J. (Mrs. Bell, Ashburton), Mar. 27. Taylor, C. R. (Mrs. Taylor, Rakaia), Mar. 27. xyxy=(686,458,814,485)
casualty-entry: SLIGHTLY WOUNDED, REMAINING WITH UNIT. Wellington Infantry Regiment. Moffat, Cpl. J. (Mrs. Moffat, Napier), Mar. 27. Nicol, S. (Mrs. Nicol, Waipawa), Mar. 26. xyxy=(686,394,814,421)
article-subheading: REQUESTS TO PARLIAMENT. xyxy=(849,245,925,252)
